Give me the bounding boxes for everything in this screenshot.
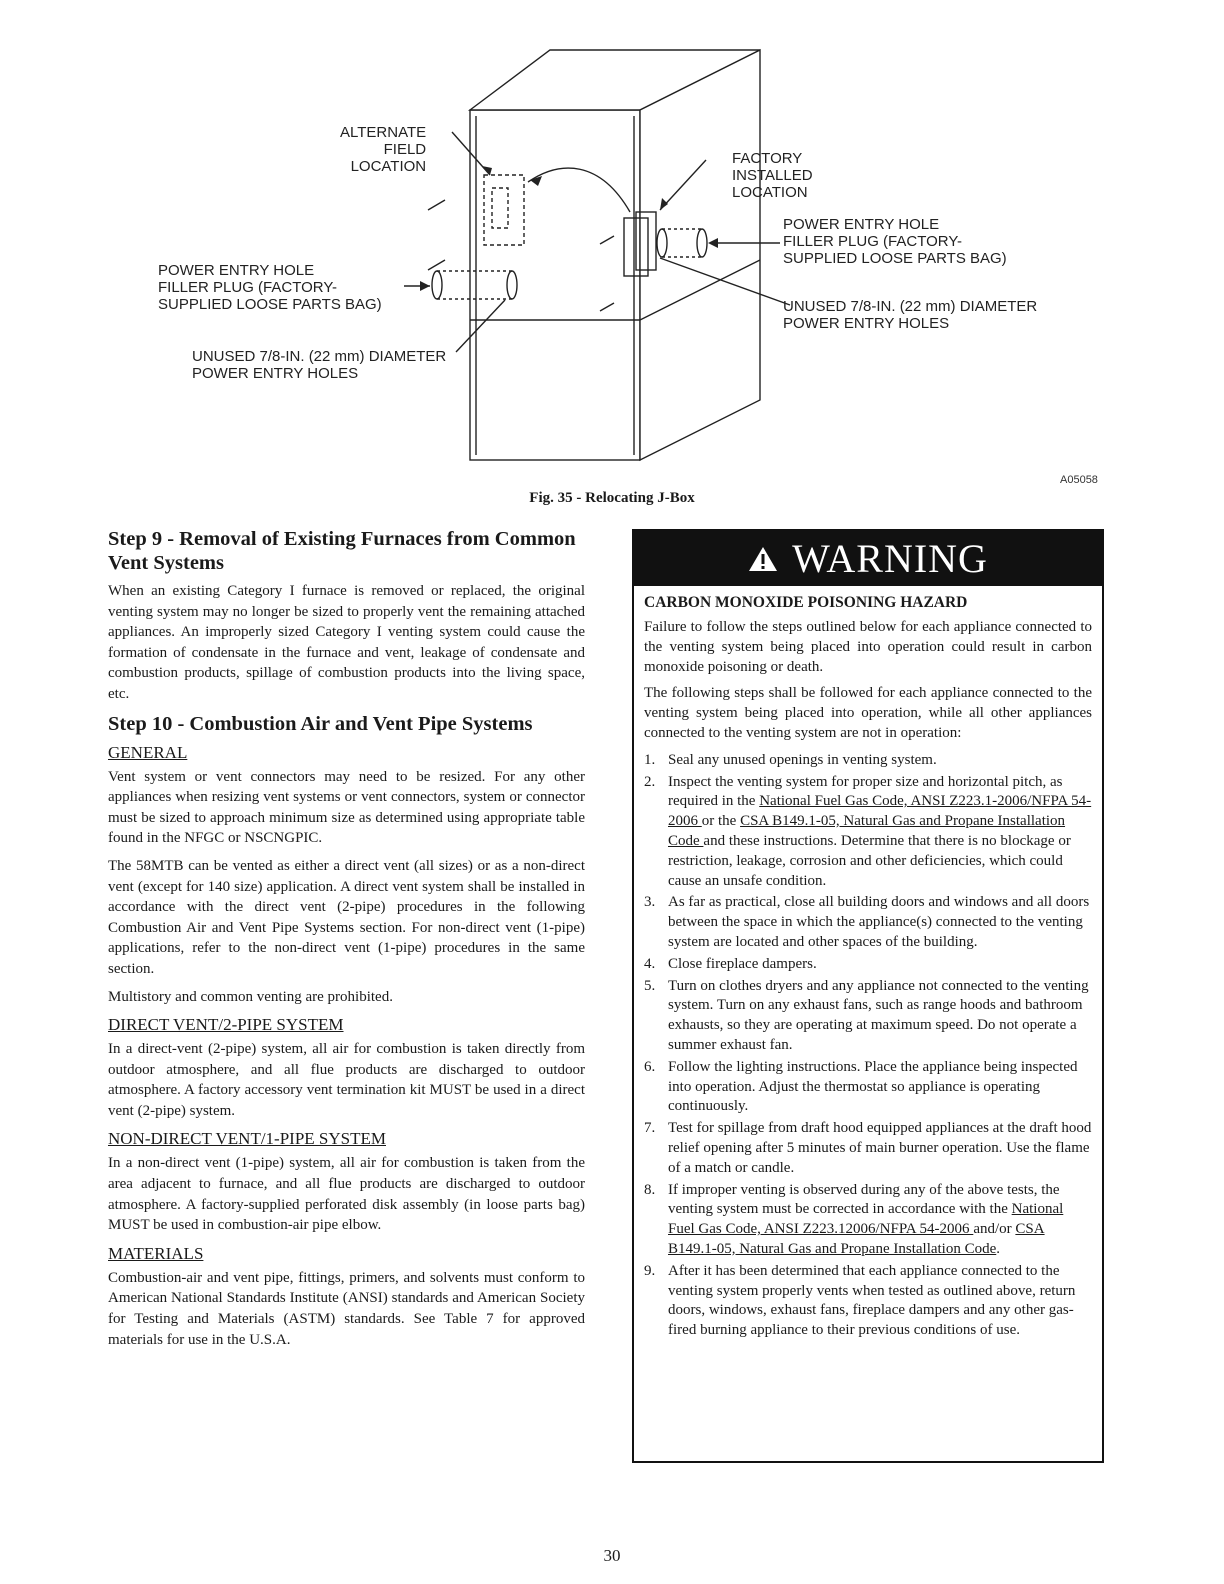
label-unused-holes-right: UNUSED 7/8-IN. (22 mm) DIAMETER POWER ENTRY HOLES	[783, 298, 1038, 332]
label-alternate-location: ALTERNATE FIELD LOCATION	[340, 124, 427, 175]
left-column	[108, 527, 585, 1357]
step9-text: When an existing Category I furnace is removed or replaced, the original venting system may no longer be sized to properly vent the remaining attached appliances. An improperly sized Category I venting system could cause the formation of condensate in the furnace and vent, leakage of condensate and combustion products, spillage of combustion products into the living space, etc.	[108, 583, 585, 702]
nondirect-vent-text: In a non-direct vent (1-pipe) system, all air for combustion is taken from the area adjacent to furnace, and all flue products are discharged to outdoor atmosphere. A factory-supplied perforated disk assembly (in loose parts bag) MUST be used in combustion-air pipe elbow.	[108, 1155, 585, 1234]
materials-text: Combustion-air and vent pipe, fittings, primers, and solvents must conform to American National Standards Institute (ANSI) standards and American Society for Testing and Materials (ASTM) standards. See Table 7 for approved materials for use in the U.S.A.	[108, 1269, 585, 1348]
step10-heading: Step 10 - Combustion Air and Vent Pipe Systems	[108, 712, 533, 735]
materials-heading: MATERIALS	[108, 1243, 204, 1263]
list-item: 6. Follow the lighting instructions. Place the appliance being inspected into operation. Adjust the thermostat so appliance is operating continuously.	[644, 1058, 1078, 1115]
general-paragraph-1: Vent system or vent connectors may need to be resized. For any other appliances when resizing vent systems or vent connectors, system or connector must be sized to approach minimum size as determined using appropriate table found in the NFGC or NSCNGPIC.	[108, 768, 585, 847]
warning-paragraph-2: The following steps shall be followed for each appliance connected to the venting system being placed into operation, while all other appliances connected to the venting system are not in operation:	[644, 685, 1092, 741]
list-item: 9. After it has been determined that each appliance connected to the venting system properly vents when tested as outlined above, return doors, windows, exhaust fans, fireplace dampers and any other gas-fired burning appliance to their previous conditions of use.	[644, 1262, 1076, 1339]
furnace-diagram	[0, 0, 1224, 520]
direct-vent-heading: DIRECT VENT/2-PIPE SYSTEM	[108, 1015, 344, 1035]
label-filler-plug-left: POWER ENTRY HOLE FILLER PLUG (FACTORY- SUPPLIED LOOSE PARTS BAG)	[158, 262, 382, 313]
warning-triangle-icon	[748, 545, 778, 573]
code-reference-link: National Fuel Gas Code, ANSI Z223.12006/NFPA 54-2006	[668, 1201, 1064, 1238]
label-unused-holes-left: UNUSED 7/8-IN. (22 mm) DIAMETER POWER ENTRY HOLES	[192, 348, 447, 382]
general-heading: GENERAL	[108, 742, 188, 762]
label-filler-plug-right: POWER ENTRY HOLE FILLER PLUG (FACTORY- SUPPLIED LOOSE PARTS BAG)	[783, 216, 1007, 267]
warning-box	[632, 529, 1104, 1463]
code-reference-link: CSA B149.1-05, Natural Gas and Propane Installation Code	[668, 1221, 1045, 1257]
list-item: 7. Test for spillage from draft hood equipped appliances at the draft hood relief opening after 5 minutes of main burner operation. Use the flame of a match or candle.	[644, 1120, 1092, 1176]
warning-title: WARNING	[792, 536, 988, 581]
nondirect-vent-heading: NON-DIRECT VENT/1-PIPE SYSTEM	[108, 1129, 386, 1149]
general-paragraph-3: Multistory and common venting are prohibited.	[108, 988, 393, 1005]
list-item: 1. Seal any unused openings in venting system.	[644, 751, 937, 768]
list-item: 3. As far as practical, close all building doors and windows and all doors between the space in which the appliance(s) connected to the venting system are located and other spaces of the building.	[644, 894, 1090, 950]
general-paragraph-2: The 58MTB can be vented as either a direct vent (all sizes) or as a non-direct vent (except for 140 size) application. A direct vent system shall be installed in accordance with the direct vent (2-pipe) procedures in the following Combustion Air and Vent Pipe Systems section. For non-direct vent (1-pipe) applications, refer to the non-direct vent (1-pipe) procedures in the same section.	[108, 857, 585, 977]
hazard-heading: CARBON MONOXIDE POISONING HAZARD	[644, 594, 968, 611]
list-item: 4. Close fireplace dampers.	[644, 955, 817, 972]
warning-header	[634, 531, 1102, 586]
warning-steps	[644, 751, 1092, 1341]
cabinet-front	[470, 110, 640, 460]
list-item: 8. If improper venting is observed during any of the above tests, the venting system must be corrected in accordance with the National Fuel Gas Code, ANSI Z223.12006/NFPA 54-2006 and/or CSA B149.1-05, Natural Gas and Propane Installation Code.	[644, 1181, 1064, 1257]
label-factory-location: FACTORY INSTALLED LOCATION	[732, 150, 813, 201]
page-number: 30	[603, 1546, 621, 1565]
step9-heading: Step 9 - Removal of Existing Furnaces from Common Vent Systems	[108, 528, 576, 574]
list-item: 2. Inspect the venting system for proper size and horizontal pitch, as required in the National Fuel Gas Code, ANSI Z223.1-2006/NFPA 54-2006 or the CSA B149.1-05, Natural Gas and Propane Installation Code and these instructions. Determine that there is no blockage or restriction, leakage, corrosion and other deficiencies, which could cause an unsafe condition.	[644, 773, 1092, 889]
code-reference-link: National Fuel Gas Code, ANSI Z223.1-2006/NFPA 54-2006	[668, 793, 1092, 830]
figure-relocating-jbox	[0, 0, 1224, 520]
warning-paragraph-1: Failure to follow the steps outlined below for each appliance connected to the venting system being placed into operation could result in carbon monoxide poisoning or death.	[644, 619, 1092, 675]
figure-caption: Fig. 35 - Relocating J-Box	[529, 490, 695, 506]
figure-id: A05058	[1060, 474, 1098, 486]
direct-vent-text: In a direct-vent (2-pipe) system, all air for combustion is taken directly from outdoor atmosphere, and all flue products are discharged to outdoor atmosphere. A factory accessory vent termination kit MUST be used in a direct vent (2-pipe) system.	[108, 1041, 585, 1119]
list-item: 5. Turn on clothes dryers and any appliance not connected to the venting system. Turn on any exhaust fans, such as range hoods and bathroom exhausts, so they are operating at maximum speed. Do not operate a summer exhaust fan.	[644, 977, 1089, 1053]
code-reference-link: CSA B149.1-05, Natural Gas and Propane Installation Code	[668, 813, 1066, 849]
